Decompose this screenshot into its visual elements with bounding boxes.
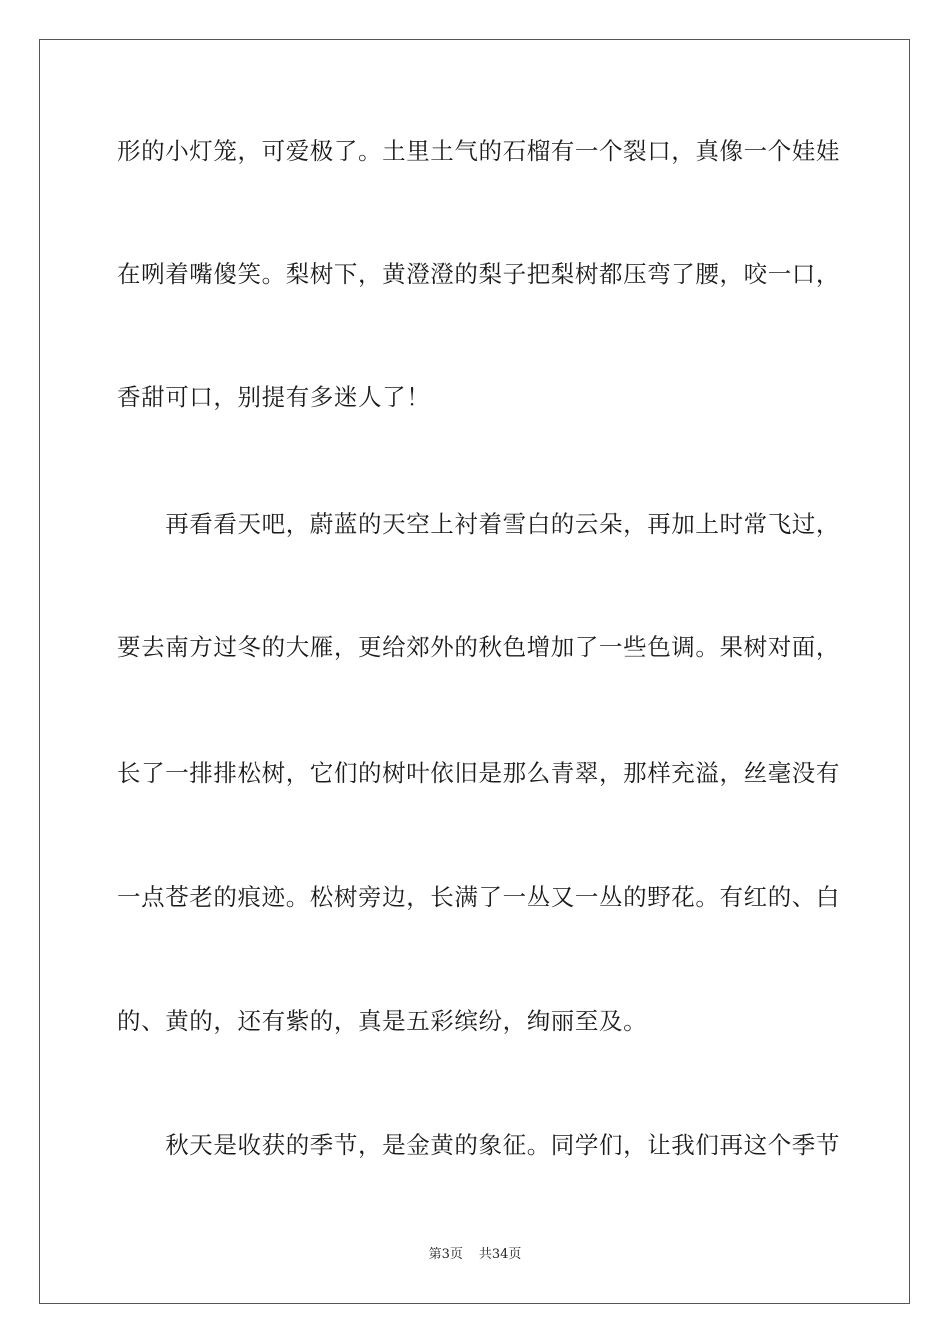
page-total: 共34页 <box>478 1247 522 1262</box>
text-line-6: 长了一排排松树，它们的树叶依旧是那么青翠，那样充溢，丝毫没有 <box>117 759 840 787</box>
text-line-8: 的、黄的，还有紫的，真是五彩缤纷，绚丽至及。 <box>117 1007 648 1035</box>
text-line-7: 一点苍老的痕迹。松树旁边，长满了一丛又一丛的野花。有红的、白 <box>117 883 840 911</box>
page-number: 第3页 <box>428 1247 463 1262</box>
page-footer <box>0 1246 950 1264</box>
text-line-5: 要去南方过冬的大雁，更给郊外的秋色增加了一些色调。果树对面， <box>117 633 840 661</box>
text-line-1: 形的小灯笼，可爱极了。土里土气的石榴有一个裂口，真像一个娃娃 <box>117 137 840 165</box>
text-line-4: 再看看天吧，蔚蓝的天空上衬着雪白的云朵，再加上时常飞过， <box>117 510 840 538</box>
page-border <box>39 39 910 1304</box>
text-line-9: 秋天是收获的季节，是金黄的象征。同学们，让我们再这个季节 <box>117 1131 840 1159</box>
text-line-3: 香甜可口，别提有多迷人了！ <box>117 383 431 411</box>
text-line-2: 在咧着嘴傻笑。梨树下，黄澄澄的梨子把梨树都压弯了腰，咬一口， <box>117 260 840 288</box>
